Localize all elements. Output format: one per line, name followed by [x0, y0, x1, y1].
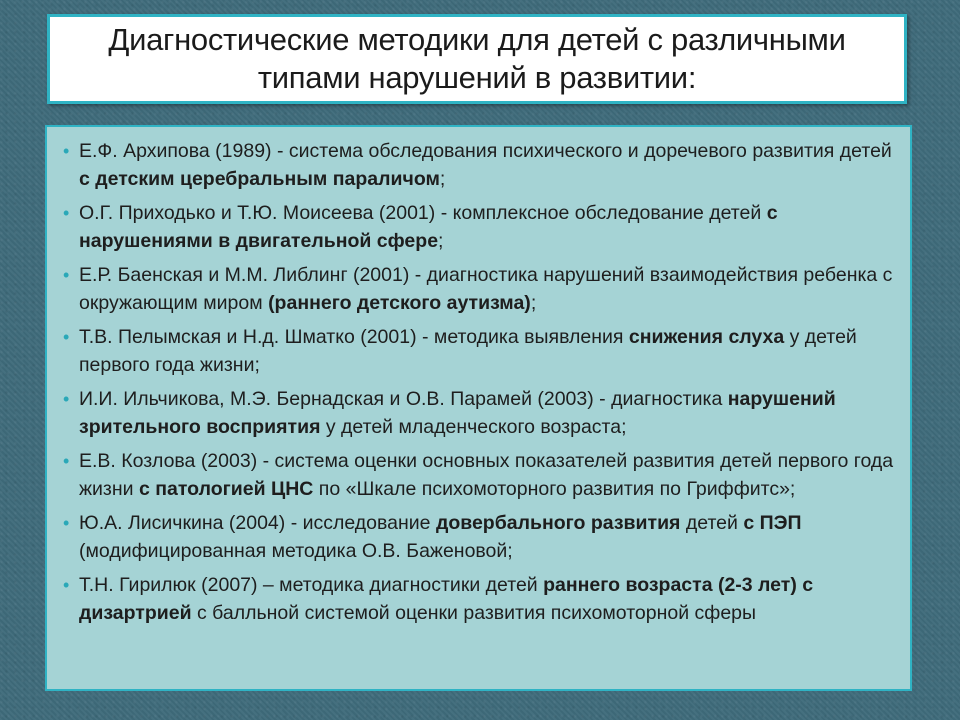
slide-title [47, 14, 907, 104]
list-item [65, 447, 896, 503]
list-item [65, 199, 896, 255]
item-text: ; [438, 230, 444, 252]
item-text: Е.Р. Баенская и М.М. Либлинг (2001) - диагностика нарушений взаимодействия ребенка с окружающим миром [79, 264, 893, 314]
list-item [65, 385, 896, 441]
item-emphasis: с детским церебральным параличом [79, 168, 440, 190]
item-text: Е.Ф. Архипова (1989) - система обследования психического и доречевого развития детей [79, 140, 892, 162]
title-line-1: Диагностические методики для детей с различными [108, 22, 846, 57]
item-text: с балльной системой оценки развития психомоторной сферы [191, 602, 757, 624]
item-emphasis: (раннего детского аутизма) [268, 292, 531, 314]
item-text: у детей младенческого возраста; [320, 416, 627, 438]
item-text: ; [439, 168, 446, 190]
item-text: Т.В. Пелымская и Н.д. Шматко (2001) - методика выявления [79, 326, 629, 348]
item-emphasis: снижения слуха [628, 326, 785, 348]
item-emphasis: довербального развития [435, 512, 681, 534]
item-text: ; [530, 292, 537, 314]
item-emphasis: раннего возраста (2-3 лет) с дизартрией [79, 574, 814, 624]
title-line-2: типами нарушений в развитии: [257, 60, 697, 95]
content-panel [45, 125, 912, 691]
item-text: Ю.А. Лисичкина (2004) - исследование [79, 512, 436, 534]
item-text: Е.В. Козлова (2003) - система оценки основных показателей развития детей первого года жизни [79, 450, 894, 500]
item-emphasis: с ПЭП [743, 512, 802, 534]
item-emphasis: с нарушениями в двигательной сфере [79, 202, 778, 252]
item-text: И.И. Ильчикова, М.Э. Бернадская и О.В. Парамей (2003) - диагностика [79, 388, 728, 410]
item-emphasis: нарушений зрительного восприятия [79, 388, 836, 438]
list-item [65, 261, 896, 317]
item-text: Т.Н. Гирилюк (2007) – методика диагностики детей [79, 574, 544, 596]
item-text: О.Г. Приходько и Т.Ю. Моисеева (2001) - комплексное обследование детей [79, 202, 767, 224]
list-item [65, 137, 896, 193]
list-item [65, 571, 896, 627]
list-item [65, 509, 896, 565]
item-text: детей [680, 512, 744, 534]
methods-list [65, 137, 896, 627]
list-item [65, 323, 896, 379]
item-text: (модифицированная методика О.В. Баженовой; [79, 540, 513, 562]
item-text: по «Шкале психомоторного развития по Гриффитс»; [313, 478, 796, 500]
item-emphasis: с патологией ЦНС [138, 478, 314, 500]
item-text: у детей первого года жизни; [79, 326, 857, 376]
